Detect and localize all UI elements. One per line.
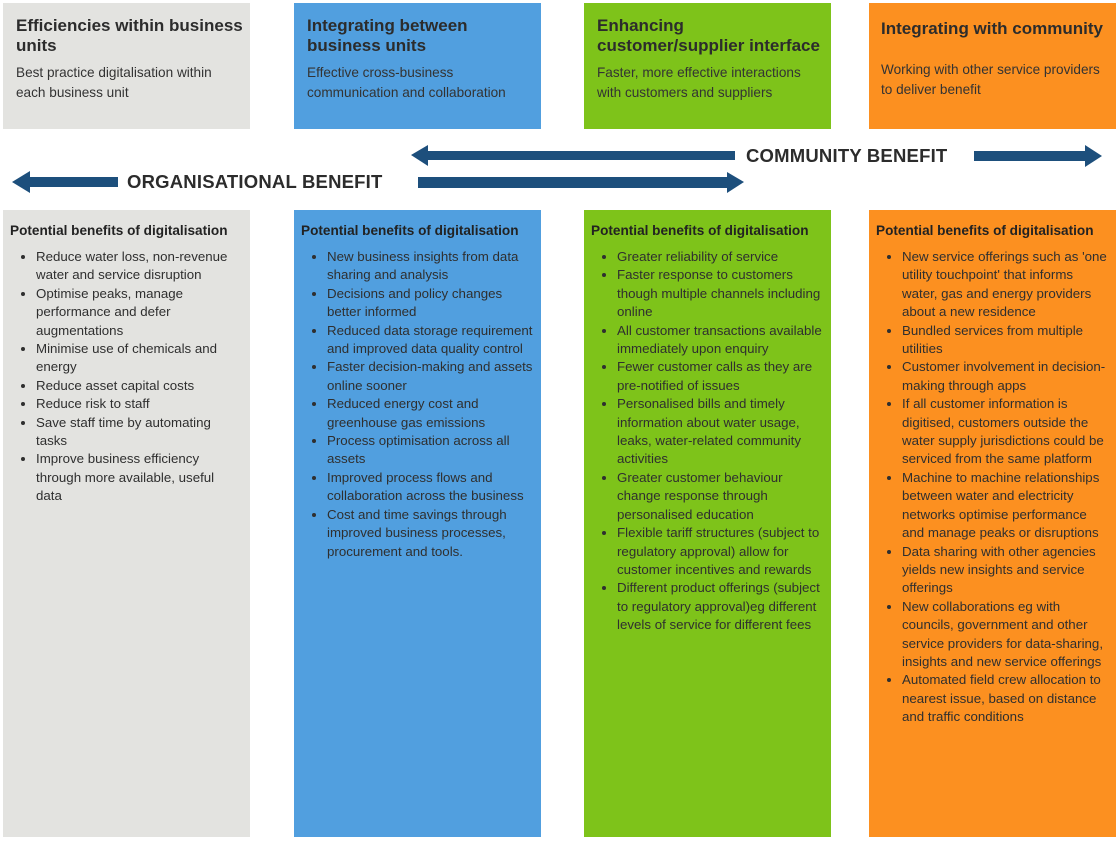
benefit-item: • Process optimisation across all assets [327,432,533,469]
benefit-item: • New collaborations eg with councils, government and other service providers for data-sharing, insights and new service offerings [902,598,1108,672]
organisational-arrow-right [418,172,744,193]
benefit-item: • New business insights from data sharing and analysis [327,248,533,285]
benefits-box-community [869,210,1116,837]
community-arrow-left [411,145,735,166]
organisational-arrow-left [12,171,118,193]
benefit-item: • Reduce water loss, non-revenue water and service disruption [36,248,242,285]
column-description: Effective cross-business communication and collaboration [307,65,506,100]
column-title: Integrating with community [881,19,1103,38]
benefit-item: • Different product offerings (subject to regulatory approval)eg different levels of service for different fees [617,579,823,634]
benefit-item: • All customer transactions available immediately upon enquiry [617,322,823,359]
benefits-box-integrating-between [294,210,541,837]
benefit-item: • Improve business efficiency through more available, useful data [36,450,242,505]
benefits-heading: Potential benefits of digitalisation [591,223,809,238]
benefit-item: • Customer involvement in decision-making through apps [902,358,1108,395]
benefit-item: • Cost and time savings through improved business processes, procurement and tools. [327,506,533,561]
column-description: Best practice digitalisation within each business unit [16,65,212,100]
community-arrow-right [974,145,1102,167]
benefits-box-enhancing [584,210,831,837]
benefit-item: • New service offerings such as 'one utility touchpoint' that informs water, gas and energy providers about a new residence [902,248,1108,322]
community-benefit-label: COMMUNITY BENEFIT [746,145,948,166]
benefit-item: • Save staff time by automating tasks [36,414,242,451]
benefits-heading: Potential benefits of digitalisation [301,223,519,238]
benefit-item: • Personalised bills and timely information about water usage, leaks, water-related community activities [617,395,823,469]
benefit-item: • Fewer customer calls as they are pre-notified of issues [617,358,823,395]
benefit-item: • Greater reliability of service [617,248,823,266]
benefit-item: • Reduced energy cost and greenhouse gas emissions [327,395,533,432]
benefits-list [10,248,242,506]
benefits-list [876,248,1108,727]
benefit-item: • Faster response to customers though multiple channels including online [617,266,823,321]
benefits-heading: Potential benefits of digitalisation [876,223,1094,238]
benefits-heading: Potential benefits of digitalisation [10,223,228,238]
column-description: Faster, more effective interactions with customers and suppliers [597,65,801,100]
benefit-item: • Decisions and policy changes better informed [327,285,533,322]
benefits-list [301,248,533,561]
benefit-item: • Greater customer behaviour change response through personalised education [617,469,823,524]
benefit-item: • Data sharing with other agencies yields new insights and service offerings [902,543,1108,598]
column-description: Working with other service providers to deliver benefit [881,62,1100,97]
benefit-item: • Machine to machine relationships between water and electricity networks optimise performance and manage peaks or disruptions [902,469,1108,543]
benefit-item: • Faster decision-making and assets online sooner [327,358,533,395]
column-title: Enhancing customer/supplier interface [597,16,820,55]
benefits-list [591,248,823,635]
organisational-benefit-label: ORGANISATIONAL BENEFIT [127,171,383,192]
benefit-item: • Bundled services from multiple utilities [902,322,1108,359]
benefit-item: • Minimise use of chemicals and energy [36,340,242,377]
benefits-box-efficiencies [3,210,250,837]
benefit-item: • Reduce risk to staff [36,395,242,413]
benefit-item: • Improved process flows and collaboration across the business [327,469,533,506]
benefit-item: • Reduce asset capital costs [36,377,242,395]
benefit-item: • If all customer information is digitised, customers outside the water supply jurisdictions could be serviced from the same platform [902,395,1108,469]
benefit-item: • Optimise peaks, manage performance and defer augmentations [36,285,242,340]
benefit-item: • Flexible tariff structures (subject to regulatory approval) allow for customer incentives and rewards [617,524,823,579]
benefit-item: • Reduced data storage requirement and improved data quality control [327,322,533,359]
column-title: Integrating between business units [307,16,468,55]
column-title: Efficiencies within business units [16,16,243,55]
benefit-item: • Automated field crew allocation to nearest issue, based on distance and traffic conditions [902,671,1108,726]
